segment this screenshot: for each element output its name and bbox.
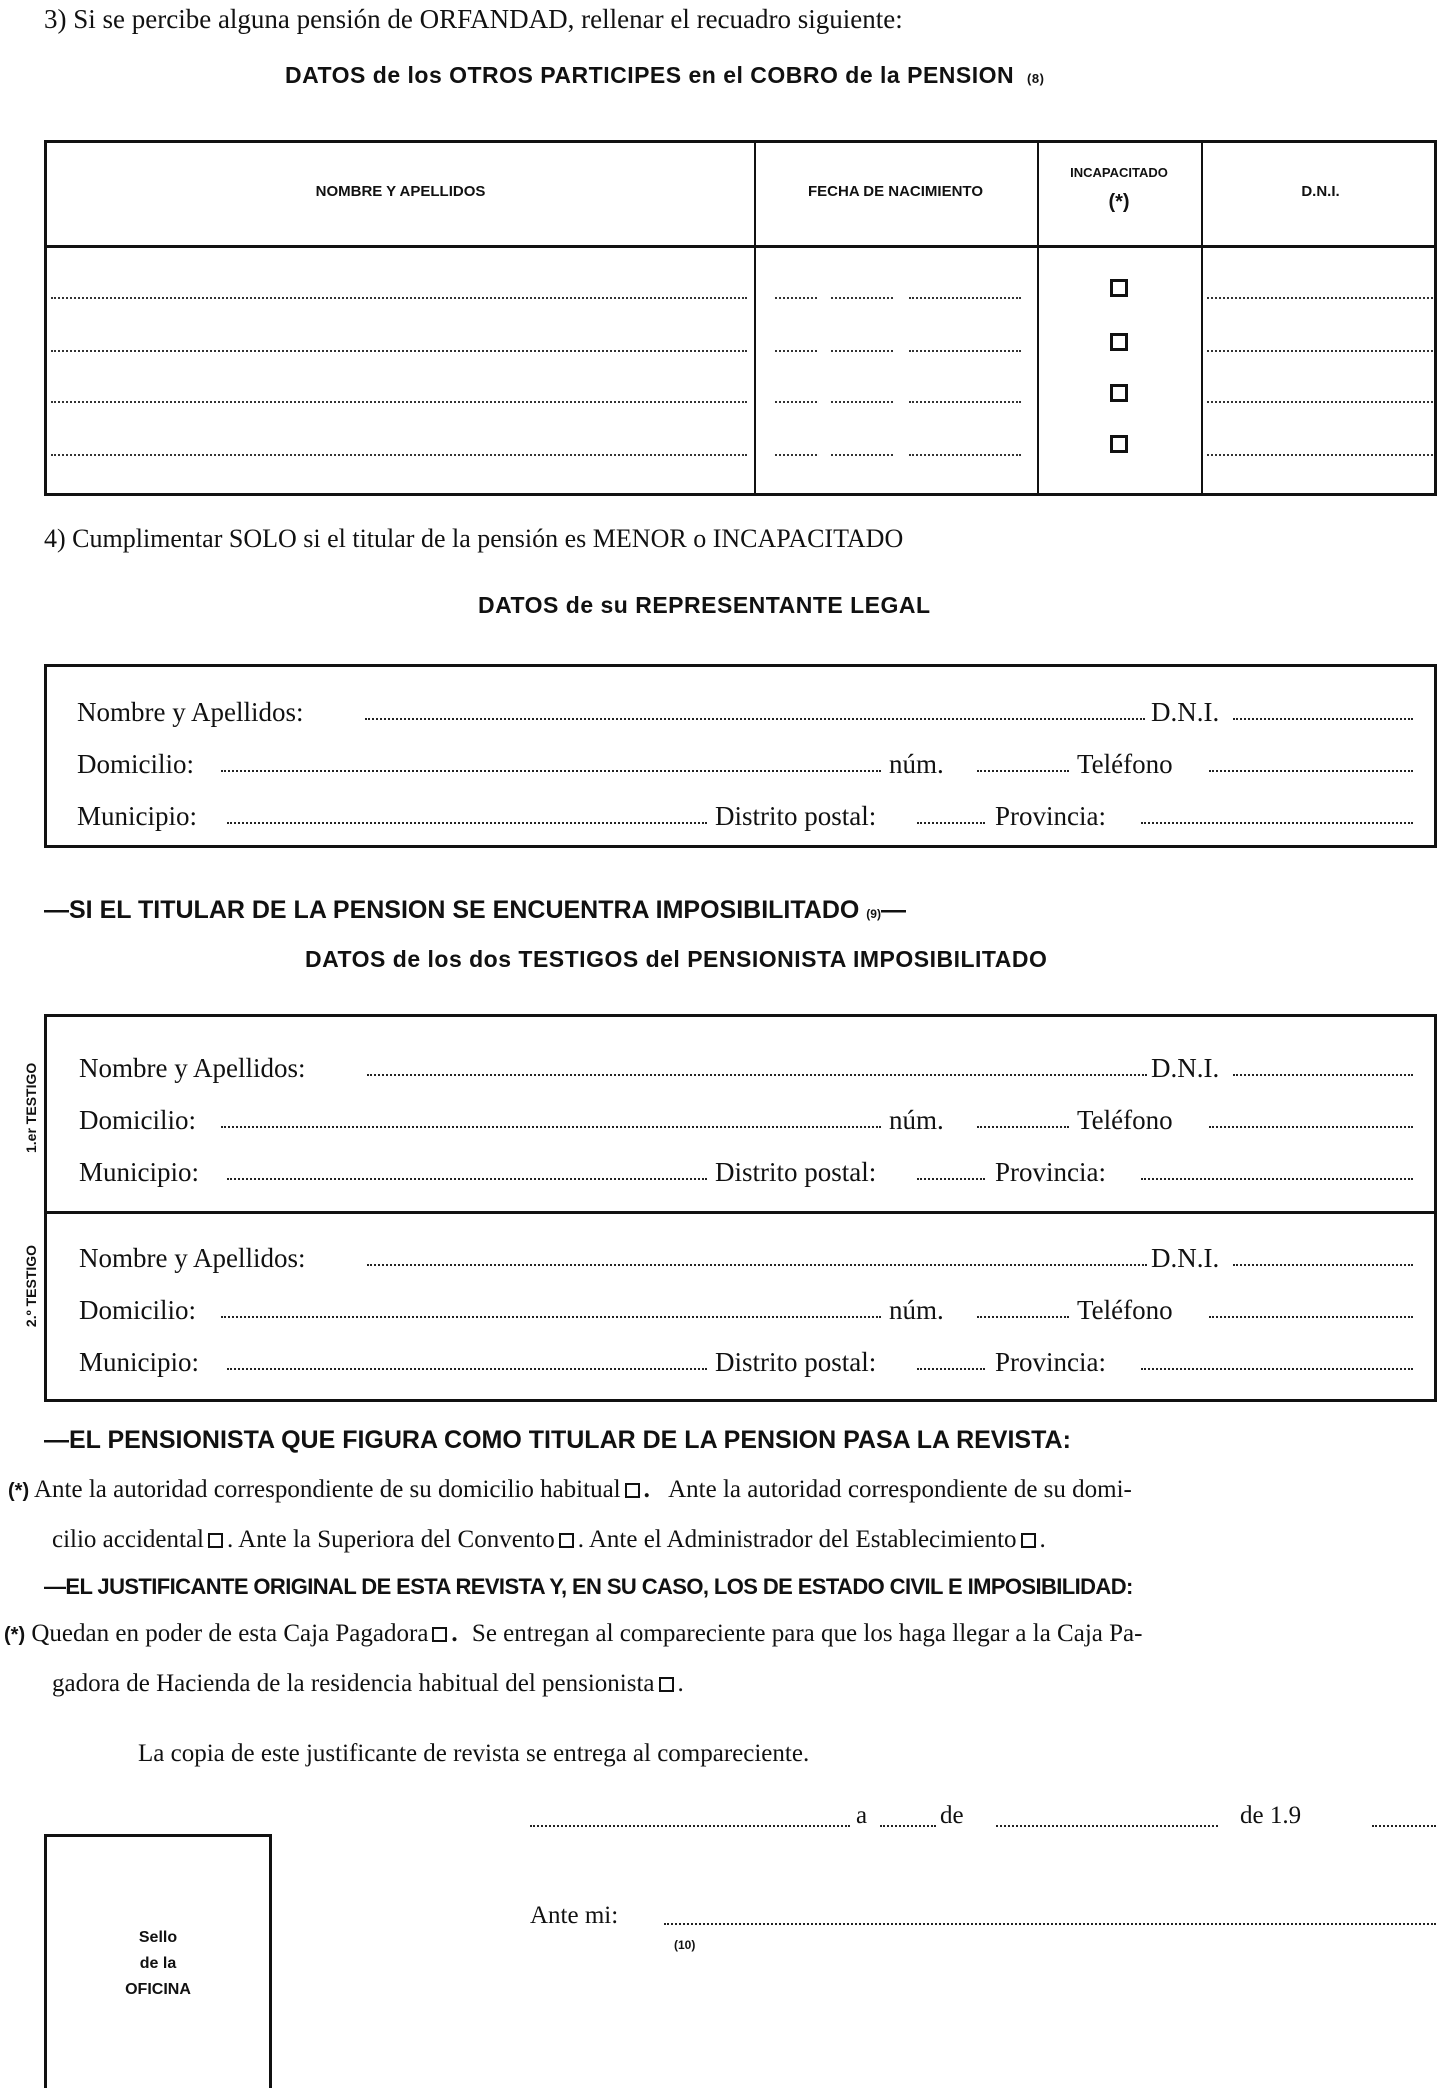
row4-dni-field[interactable]	[1207, 454, 1433, 456]
witness2-provincia-field[interactable]	[1141, 1367, 1413, 1370]
section3-title	[285, 62, 1044, 89]
witnesses-heading-note: (9)	[866, 907, 881, 921]
label-num: núm.	[889, 1105, 944, 1135]
row2-dni-field[interactable]	[1207, 350, 1433, 352]
witness2-label: 2.º TESTIGO	[23, 1244, 39, 1328]
sello-line: Sello	[138, 1929, 178, 1946]
rep-nombre-field[interactable]	[365, 717, 1145, 720]
label-num: núm.	[889, 749, 944, 779]
revista-accidental-checkbox[interactable]	[208, 1533, 223, 1548]
witness1-domicilio-field[interactable]	[221, 1125, 881, 1128]
sello-box	[44, 1834, 272, 2088]
label-distrito: Distrito postal:	[715, 801, 877, 831]
revista-establecimiento-checkbox[interactable]	[1021, 1533, 1036, 1548]
revista-option-accidental: cilio accidental	[52, 1526, 205, 1553]
label-telefono: Teléfono	[1077, 749, 1173, 779]
row3-dia-field[interactable]	[775, 401, 817, 403]
header-incapacitado: INCAPACITADO	[1070, 165, 1168, 180]
date-de2: de 1.9	[1240, 1802, 1302, 1829]
witness2-nombre-field[interactable]	[367, 1263, 1147, 1266]
label-provincia: Provincia:	[995, 801, 1106, 831]
revista-line2: cilio accidental . Ante la Superiora del Convento . Ante el Administrador del Establecimiento .	[52, 1526, 1046, 1553]
label-municipio: Municipio:	[77, 801, 197, 831]
witness1-provincia-field[interactable]	[1141, 1177, 1413, 1180]
label-provincia: Provincia:	[995, 1157, 1106, 1187]
section4-title: DATOS de su REPRESENTANTE LEGAL	[478, 592, 931, 618]
witness1-distrito-field[interactable]	[917, 1177, 985, 1180]
witnesses-heading-text: —SI EL TITULAR DE LA PENSION SE ENCUENTRA IMPOSIBILITADO	[44, 896, 860, 924]
row3-mes-field[interactable]	[831, 401, 893, 403]
row3-dni-field[interactable]	[1207, 401, 1433, 403]
row1-nombre-field[interactable]	[51, 297, 747, 299]
witness2-distrito-field[interactable]	[917, 1367, 985, 1370]
label-telefono: Teléfono	[1077, 1295, 1173, 1325]
witness2-domicilio-field[interactable]	[221, 1315, 881, 1318]
row3-nombre-field[interactable]	[51, 401, 747, 403]
note-10: (10)	[674, 1938, 696, 1952]
label-domicilio: Domicilio:	[77, 749, 194, 779]
sello-line: OFICINA	[125, 1981, 191, 1998]
otros-participes-table	[44, 140, 1437, 496]
ante-mi-label: Ante mi:	[530, 1902, 619, 1929]
date-a: a	[856, 1802, 868, 1829]
date-line	[530, 1802, 1440, 1842]
witness2-municipio-field[interactable]	[227, 1367, 707, 1370]
row1-anio-field[interactable]	[909, 297, 1021, 299]
rep-num-field[interactable]	[977, 769, 1069, 772]
mes-field[interactable]	[996, 1824, 1218, 1827]
witness-divider	[47, 1211, 1434, 1214]
row3-anio-field[interactable]	[909, 401, 1021, 403]
label-domicilio: Domicilio:	[79, 1105, 196, 1135]
label-telefono: Teléfono	[1077, 1105, 1173, 1135]
revista-option-accidental-text: Ante la autoridad correspondiente de su domi-	[668, 1476, 1132, 1503]
row2-anio-field[interactable]	[909, 350, 1021, 352]
witness1-municipio-field[interactable]	[227, 1177, 707, 1180]
ante-mi-field[interactable]	[664, 1922, 1436, 1925]
revista-line1: (*) Ante la autoridad correspondiente de su domicilio habitual . Ante la autoridad correspondiente de su domi-	[8, 1476, 1132, 1503]
justificante-line1: (*) Quedan en poder de esta Caja Pagadora . Se entregan al compareciente para que los haga llegar a la Caja Pa-	[4, 1620, 1143, 1647]
justificante-option-residencia: gadora de Hacienda de la residencia habitual del pensionista	[52, 1670, 655, 1697]
label-municipio: Municipio:	[79, 1347, 199, 1377]
row2-incapacitado-checkbox[interactable]	[1110, 333, 1128, 351]
row4-dia-field[interactable]	[775, 454, 817, 456]
revista-heading: —EL PENSIONISTA QUE FIGURA COMO TITULAR DE LA PENSION PASA LA REVISTA:	[44, 1426, 1071, 1454]
row4-incapacitado-checkbox[interactable]	[1110, 435, 1128, 453]
section3-heading: 3) Si se percibe alguna pensión de ORFANDAD, rellenar el recuadro siguiente:	[44, 4, 903, 34]
label-distrito: Distrito postal:	[715, 1347, 877, 1377]
justificante-line2: gadora de Hacienda de la residencia habitual del pensionista .	[52, 1670, 684, 1697]
row1-incapacitado-checkbox[interactable]	[1110, 279, 1128, 297]
revista-mark: (*)	[8, 1480, 30, 1502]
witnesses-title: DATOS de los dos TESTIGOS del PENSIONISTA IMPOSIBILITADO	[305, 946, 1048, 972]
row3-incapacitado-checkbox[interactable]	[1110, 384, 1128, 402]
witnesses-heading-end: —	[880, 896, 906, 924]
revista-convento-checkbox[interactable]	[559, 1533, 574, 1548]
justificante-residencia-checkbox[interactable]	[659, 1677, 674, 1692]
anio-field[interactable]	[1372, 1824, 1436, 1827]
justificante-caja-checkbox[interactable]	[432, 1627, 447, 1642]
row1-dia-field[interactable]	[775, 297, 817, 299]
justificante-heading: —EL JUSTIFICANTE ORIGINAL DE ESTA REVISTA Y, EN SU CASO, LOS DE ESTADO CIVIL E IMPOSIBILIDAD:	[44, 1574, 1133, 1599]
representante-box	[44, 664, 1437, 848]
table-header-divider	[47, 245, 1434, 248]
section3-title-text: DATOS de los OTROS PARTICIPES en el COBRO de la PENSION	[285, 62, 1015, 88]
header-incapacitado-mark: (*)	[1108, 191, 1130, 213]
revista-option-habitual: Ante la autoridad correspondiente de su domicilio habitual	[33, 1476, 621, 1503]
rep-telefono-field[interactable]	[1209, 769, 1413, 772]
revista-option-convento: Ante la Superiora del Convento	[238, 1526, 555, 1553]
section4-heading: 4) Cumplimentar SOLO si el titular de la pensión es MENOR o INCAPACITADO	[44, 524, 904, 553]
justificante-option-caja: Quedan en poder de esta Caja Pagadora	[31, 1620, 429, 1647]
witness2-dni-field[interactable]	[1233, 1263, 1413, 1266]
label-num: núm.	[889, 1295, 944, 1325]
lugar-field[interactable]	[530, 1824, 850, 1827]
label-nombre: Nombre y Apellidos:	[77, 697, 304, 727]
row4-anio-field[interactable]	[909, 454, 1021, 456]
witness1-nombre-field[interactable]	[367, 1073, 1147, 1076]
sello-text	[47, 1925, 269, 2003]
label-distrito: Distrito postal:	[715, 1157, 877, 1187]
label-dni: D.N.I.	[1151, 697, 1220, 727]
rep-distrito-field[interactable]	[917, 821, 985, 824]
label-nombre: Nombre y Apellidos:	[79, 1053, 306, 1083]
witness1-dni-field[interactable]	[1233, 1073, 1413, 1076]
row1-dni-field[interactable]	[1207, 297, 1433, 299]
label-nombre: Nombre y Apellidos:	[79, 1243, 306, 1273]
row2-mes-field[interactable]	[831, 350, 893, 352]
testigos-box	[44, 1014, 1437, 1402]
row1-mes-field[interactable]	[831, 297, 893, 299]
section3-title-note: (8)	[1027, 71, 1045, 86]
rep-dni-field[interactable]	[1233, 717, 1413, 720]
label-dni: D.N.I.	[1151, 1053, 1220, 1083]
rep-provincia-field[interactable]	[1141, 821, 1413, 824]
rep-domicilio-field[interactable]	[221, 769, 881, 772]
label-provincia: Provincia:	[995, 1347, 1106, 1377]
revista-option-establecimiento: Ante el Administrador del Establecimiento	[588, 1526, 1017, 1553]
revista-habitual-checkbox[interactable]	[625, 1483, 640, 1498]
witness2-telefono-field[interactable]	[1209, 1315, 1413, 1318]
header-dni: D.N.I.	[1301, 183, 1340, 200]
witness2-num-field[interactable]	[977, 1315, 1069, 1318]
label-municipio: Municipio:	[79, 1157, 199, 1187]
justificante-option-entregan: Se entregan al compareciente para que los haga llegar a la Caja Pa-	[471, 1620, 1143, 1647]
header-fecha: FECHA DE NACIMIENTO	[807, 183, 983, 200]
header-nombre: NOMBRE Y APELLIDOS	[315, 183, 486, 200]
witness1-label: 1.er TESTIGO	[23, 1062, 39, 1153]
row2-nombre-field[interactable]	[51, 350, 747, 352]
justificante-mark: (*)	[4, 1624, 26, 1646]
row2-dia-field[interactable]	[775, 350, 817, 352]
label-domicilio: Domicilio:	[79, 1295, 196, 1325]
witness1-num-field[interactable]	[977, 1125, 1069, 1128]
copia-text: La copia de este justificante de revista se entrega al compareciente.	[138, 1740, 810, 1767]
sello-line: de la	[139, 1955, 177, 1972]
dia-field[interactable]	[880, 1824, 936, 1827]
label-dni: D.N.I.	[1151, 1243, 1220, 1273]
witnesses-heading	[44, 896, 906, 925]
date-de1: de	[940, 1802, 964, 1829]
witness1-telefono-field[interactable]	[1209, 1125, 1413, 1128]
rep-municipio-field[interactable]	[227, 821, 707, 824]
row4-nombre-field[interactable]	[51, 454, 747, 456]
row4-mes-field[interactable]	[831, 454, 893, 456]
